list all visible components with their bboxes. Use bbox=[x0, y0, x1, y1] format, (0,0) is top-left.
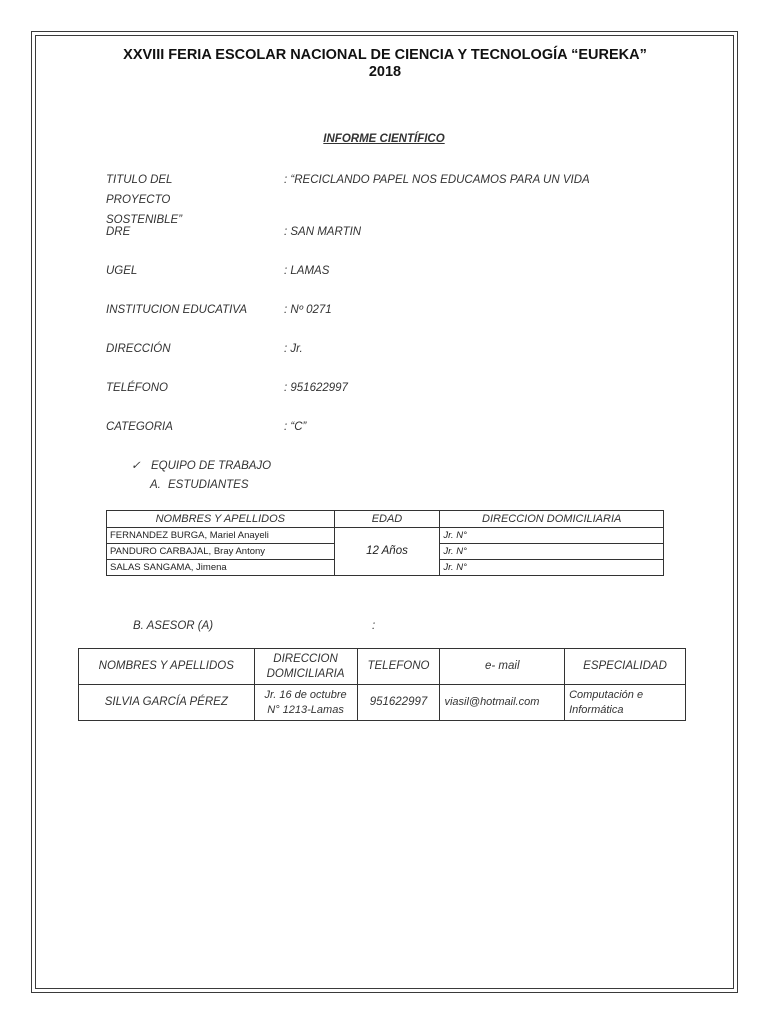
team-label: EQUIPO DE TRABAJO bbox=[151, 460, 272, 472]
table-row bbox=[79, 685, 686, 721]
checkmark-icon: ✓ bbox=[131, 460, 141, 472]
students-letter: A. bbox=[150, 479, 161, 491]
field-label-address: DIRECCIÓN bbox=[106, 343, 171, 355]
field-value-dre: : SAN MARTIN bbox=[284, 226, 362, 238]
field-value-address: : Jr. bbox=[284, 343, 303, 355]
advisor-phone: 951622997 bbox=[357, 685, 440, 721]
document-subtitle: INFORME CIENTÍFICO bbox=[323, 133, 445, 145]
team-heading bbox=[131, 457, 271, 475]
advisor-table bbox=[78, 648, 686, 721]
advisor-specialty: Computación e Informática bbox=[565, 685, 686, 721]
advisor-heading: B. ASESOR (A) bbox=[133, 620, 214, 632]
table-row bbox=[107, 528, 664, 544]
advisor-table-header bbox=[79, 649, 686, 685]
student-age: 12 Años bbox=[334, 528, 440, 576]
column-header-email: e- mail bbox=[440, 649, 565, 685]
advisor-colon: : bbox=[372, 620, 376, 632]
document-title-line1: XXVIII FERIA ESCOLAR NACIONAL DE CIENCIA Y TECNOLOGÍA “EUREKA” bbox=[123, 47, 647, 63]
column-header-names: NOMBRES Y APELLIDOS bbox=[79, 649, 255, 685]
field-value-institution: : Nº 0271 bbox=[284, 304, 332, 316]
student-name: FERNANDEZ BURGA, Mariel Anayeli bbox=[107, 528, 335, 544]
student-address: Jr. N° bbox=[440, 560, 664, 576]
column-header-address: DIRECCION DOMICILIARIA bbox=[254, 649, 357, 685]
students-label: ESTUDIANTES bbox=[168, 479, 249, 491]
student-name: PANDURO CARBAJAL, Bray Antony bbox=[107, 544, 335, 560]
field-label-category: CATEGORIA bbox=[106, 421, 173, 433]
students-table bbox=[106, 510, 664, 576]
advisor-name: SILVIA GARCÍA PÉREZ bbox=[79, 685, 255, 721]
student-address: Jr. N° bbox=[440, 544, 664, 560]
advisor-email: viasil@hotmail.com bbox=[440, 685, 565, 721]
students-table-header bbox=[107, 511, 664, 528]
column-header-specialty: ESPECIALIDAD bbox=[565, 649, 686, 685]
student-name: SALAS SANGAMA, Jimena bbox=[107, 560, 335, 576]
column-header-address: DIRECCION DOMICILIARIA bbox=[440, 511, 664, 528]
column-header-names: NOMBRES Y APELLIDOS bbox=[107, 511, 335, 528]
students-heading bbox=[150, 476, 249, 494]
field-value-phone: : 951622997 bbox=[284, 382, 348, 394]
field-label-dre: DRE bbox=[106, 226, 131, 238]
field-label-ugel: UGEL bbox=[106, 265, 138, 277]
column-header-age: EDAD bbox=[334, 511, 440, 528]
field-value-project: : “RECICLANDO PAPEL NOS EDUCAMOS PARA UN VIDA bbox=[284, 174, 590, 186]
field-value-ugel: : LAMAS bbox=[284, 265, 330, 277]
field-label-project: TITULO DEL PROYECTO SOSTENIBLE” bbox=[106, 174, 183, 226]
column-header-phone: TELEFONO bbox=[357, 649, 440, 685]
field-value-category: : “C” bbox=[284, 421, 307, 433]
document-title-year: 2018 bbox=[368, 64, 402, 80]
advisor-address: Jr. 16 de octubre N° 1213-Lamas bbox=[254, 685, 357, 721]
field-label-phone: TELÉFONO bbox=[106, 382, 168, 394]
student-address: Jr. N° bbox=[440, 528, 664, 544]
field-label-institution: INSTITUCION EDUCATIVA bbox=[106, 304, 247, 316]
document-title bbox=[60, 47, 710, 81]
